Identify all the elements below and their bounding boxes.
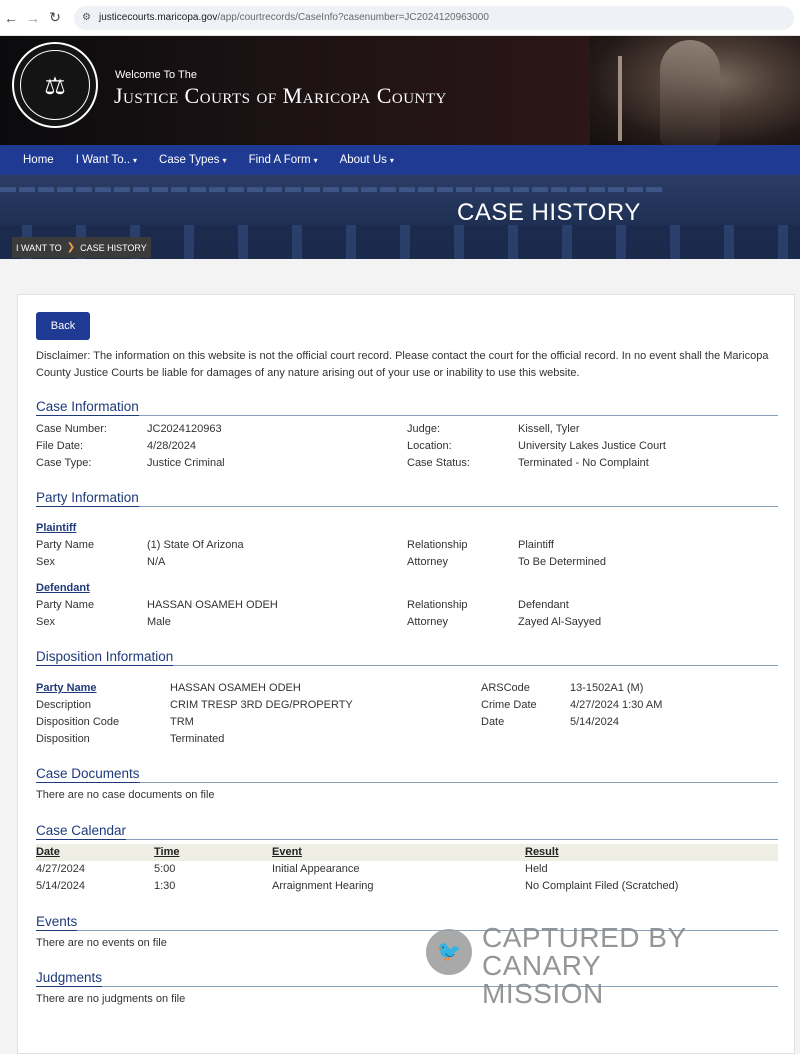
crime-date-value: 4/27/2024 1:30 AM — [570, 699, 663, 711]
crime-date-label: Crime Date — [481, 699, 537, 711]
file-date-label: File Date: — [36, 440, 84, 452]
plaintiff-attorney: To Be Determined — [518, 556, 607, 568]
back-arrow-icon[interactable]: ← — [4, 9, 18, 26]
table-cell: Initial Appearance — [272, 863, 360, 875]
section-heading: Disposition Information — [36, 649, 174, 664]
table-cell: 4/27/2024 — [36, 863, 85, 875]
section-heading: Case Calendar — [36, 823, 127, 838]
table-cell: 5/14/2024 — [36, 880, 85, 892]
nav-about-us[interactable]: About Us ▾ — [339, 154, 394, 166]
disposition-date-label: Date — [481, 716, 505, 728]
welcome-text: Welcome To The — [115, 69, 197, 81]
plaintiff-party-name: (1) State Of Arizona — [147, 539, 244, 551]
browser-toolbar — [0, 0, 800, 36]
defendant-relationship-label: Relationship — [407, 599, 468, 611]
section-heading: Events — [36, 914, 78, 929]
url-path: /app/courtrecords/CaseInfo?casenumber=JC2024120963000 — [217, 12, 489, 23]
defendant-relationship: Defendant — [518, 599, 569, 611]
forward-arrow-icon[interactable]: → — [26, 9, 40, 26]
caret-down-icon: ▾ — [313, 156, 318, 165]
column-header-result[interactable]: Result — [525, 846, 559, 858]
back-button[interactable]: Back — [36, 312, 90, 340]
site-info-icon[interactable]: ⚙ — [82, 12, 91, 23]
defendant-attorney: Zayed Al-Sayyed — [518, 616, 602, 628]
file-date-value: 4/28/2024 — [147, 440, 196, 452]
no-documents-note: There are no case documents on file — [36, 789, 215, 801]
no-judgments-note: There are no judgments on file — [36, 993, 186, 1005]
judge-label: Judge: — [407, 423, 441, 435]
canary-icon: 🐦 — [436, 941, 462, 963]
no-events-note: There are no events on file — [36, 937, 167, 949]
section-heading: Case Documents — [36, 766, 140, 781]
section-heading: Case Information — [36, 399, 139, 414]
breadcrumb-i-want-to[interactable]: I WANT TO — [16, 242, 62, 253]
table-cell: No Complaint Filed (Scratched) — [525, 880, 679, 892]
description-label: Description — [36, 699, 92, 711]
lady-justice-image — [590, 36, 800, 145]
defendant-sex-label: Sex — [36, 616, 55, 628]
main-nav — [0, 145, 800, 175]
case-calendar-section — [36, 822, 778, 840]
case-status-label: Case Status: — [407, 457, 470, 469]
nav-home[interactable]: Home — [23, 154, 54, 166]
table-cell: Held — [525, 863, 548, 875]
disposition-date-value: 5/14/2024 — [570, 716, 619, 728]
plaintiff-sex: N/A — [147, 556, 166, 568]
plaintiff-attorney-label: Attorney — [407, 556, 448, 568]
section-heading: Judgments — [36, 970, 103, 985]
plaintiff-sex-label: Sex — [36, 556, 55, 568]
defendant-party-name-label: Party Name — [36, 599, 95, 611]
caret-down-icon: ▾ — [389, 156, 394, 165]
case-type-label: Case Type: — [36, 457, 92, 469]
case-type-value: Justice Criminal — [147, 457, 225, 469]
breadcrumb — [12, 237, 151, 258]
disposition-code-value: TRM — [170, 716, 194, 728]
case-info-section — [36, 398, 778, 416]
case-number-value: JC2024120963 — [147, 423, 222, 435]
description-value: CRIM TRESP 3RD DEG/PROPERTY — [170, 699, 353, 711]
nav-case-types[interactable]: Case Types ▾ — [159, 154, 227, 166]
disposition-section — [36, 648, 778, 666]
disposition-party-name-label[interactable]: Party Name — [36, 682, 97, 694]
location-label: Location: — [407, 440, 452, 452]
case-documents-section — [36, 765, 778, 783]
column-header-time[interactable]: Time — [154, 846, 180, 858]
disclaimer: Disclaimer: The information on this website is not the official court record. Please contact the court for the official record. In no event shall the Maricopa County Justice Courts be liable for damages of any nature arising out of your use or inability to use this website. — [36, 350, 769, 379]
caret-down-icon: ▾ — [222, 156, 227, 165]
nav-find-a-form[interactable]: Find A Form ▾ — [248, 154, 318, 166]
defendant-party-name: HASSAN OSAMEH ODEH — [147, 599, 278, 611]
disposition-label: Disposition — [36, 733, 90, 745]
case-status-value: Terminated - No Complaint — [518, 457, 649, 469]
ars-code-label: ARSCode — [481, 682, 530, 694]
county-seal-logo[interactable]: ⚖ — [12, 42, 98, 128]
plaintiff-party-name-label: Party Name — [36, 539, 95, 551]
table-cell: Arraignment Hearing — [272, 880, 374, 892]
nav-i-want-to[interactable]: I Want To.. ▾ — [75, 154, 138, 166]
calendar-table-header — [36, 844, 778, 861]
location-value: University Lakes Justice Court — [518, 440, 666, 452]
reload-icon[interactable]: ↻ — [49, 9, 61, 25]
watermark — [426, 922, 726, 1009]
party-info-section — [36, 489, 778, 507]
defendant-link[interactable]: Defendant — [36, 582, 90, 594]
plaintiff-link[interactable]: Plaintiff — [36, 522, 77, 534]
url-host: justicecourts.maricopa.gov — [98, 12, 218, 23]
chevron-right-icon: ❯ — [66, 242, 76, 253]
plaintiff-relationship-label: Relationship — [407, 539, 468, 551]
page-title: CASE HISTORY — [457, 199, 641, 226]
breadcrumb-case-history: CASE HISTORY — [80, 242, 147, 253]
plaintiff-relationship: Plaintiff — [518, 539, 554, 551]
watermark-text: CAPTURED BY CANARY MISSION — [482, 922, 687, 1009]
banner-inscription-image: ▬▬▬▬▬▬▬▬▬▬▬▬▬▬▬▬▬▬▬▬▬▬▬▬▬▬▬▬▬▬▬▬▬▬▬ — [0, 179, 665, 196]
defendant-attorney-label: Attorney — [407, 616, 448, 628]
disposition-code-label: Disposition Code — [36, 716, 120, 728]
address-bar[interactable] — [74, 6, 794, 30]
defendant-sex: Male — [147, 616, 171, 628]
table-cell: 5:00 — [154, 863, 176, 875]
section-heading: Party Information — [36, 490, 139, 505]
ars-code-value: 13-1502A1 (M) — [570, 682, 644, 694]
judge-value: Kissell, Tyler — [518, 423, 580, 435]
table-cell: 1:30 — [154, 880, 176, 892]
court-name: Justice Courts of Maricopa County — [114, 83, 447, 108]
site-header — [0, 36, 800, 145]
caret-down-icon: ▾ — [133, 156, 138, 165]
disposition-value: Terminated — [170, 733, 225, 745]
disposition-party-name: HASSAN OSAMEH ODEH — [170, 682, 301, 694]
column-header-date[interactable]: Date — [36, 846, 60, 858]
column-header-event[interactable]: Event — [272, 846, 302, 858]
case-number-label: Case Number: — [36, 423, 107, 435]
